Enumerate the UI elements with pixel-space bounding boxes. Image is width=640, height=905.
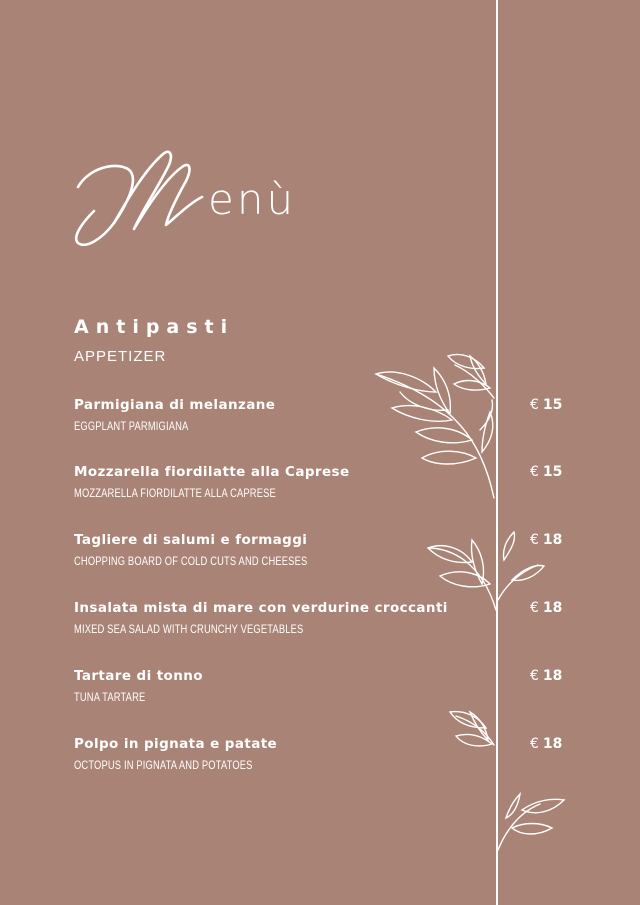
menu-item-name: Parmigiana di melanzane	[74, 397, 276, 413]
menu-item	[74, 667, 494, 705]
euro-symbol: €	[530, 668, 539, 684]
menu-item-price	[530, 735, 562, 753]
price-value: 18	[542, 600, 563, 616]
menu-item	[74, 463, 494, 501]
menu-item-price	[530, 396, 562, 414]
menu-item-name: Tagliere di salumi e formaggi	[74, 532, 308, 548]
price-value: 18	[542, 668, 563, 684]
menu-item-translation: MIXED SEA SALAD WITH CRUNCHY VEGETABLES	[74, 622, 304, 636]
menu-item-price	[530, 599, 562, 617]
menu-item-price	[530, 667, 562, 685]
price-value: 15	[542, 464, 563, 480]
menu-item	[74, 735, 494, 773]
menu-item-name: Tartare di tonno	[74, 668, 203, 684]
menu-item-name: Mozzarella fiordilatte alla Caprese	[74, 464, 350, 480]
menu-item-price	[530, 531, 562, 549]
euro-symbol: €	[530, 532, 539, 548]
menu-item-price	[530, 463, 562, 481]
euro-symbol: €	[530, 736, 539, 752]
price-value: 15	[542, 397, 563, 413]
menu-title-text: enù	[208, 175, 297, 224]
euro-symbol: €	[530, 464, 539, 480]
euro-symbol: €	[530, 397, 539, 413]
menu-item-translation: MOZZARELLA FIORDILATTE ALLA CAPRESE	[74, 486, 276, 500]
section-title: Antipasti	[74, 316, 235, 338]
menu-item	[74, 396, 494, 434]
price-value: 18	[542, 532, 563, 548]
price-value: 18	[542, 736, 563, 752]
menu-item	[74, 531, 494, 569]
menu-script-m-letter	[70, 125, 210, 255]
menu-item	[74, 599, 494, 637]
menu-item-translation: EGGPLANT PARMIGIANA	[74, 419, 189, 433]
menu-item-name: Polpo in pignata e patate	[74, 736, 278, 752]
menu-item-translation: CHOPPING BOARD OF COLD CUTS AND CHEESES	[74, 554, 308, 568]
euro-symbol: €	[530, 600, 539, 616]
menu-item-translation: OCTOPUS IN PIGNATA AND POTATOES	[74, 758, 253, 772]
menu-item-translation: TUNA TARTARE	[74, 690, 146, 704]
menu-item-name: Insalata mista di mare con verdurine croccanti	[74, 600, 448, 616]
section-subtitle: APPETIZER	[74, 348, 167, 365]
menu-title	[70, 125, 370, 255]
